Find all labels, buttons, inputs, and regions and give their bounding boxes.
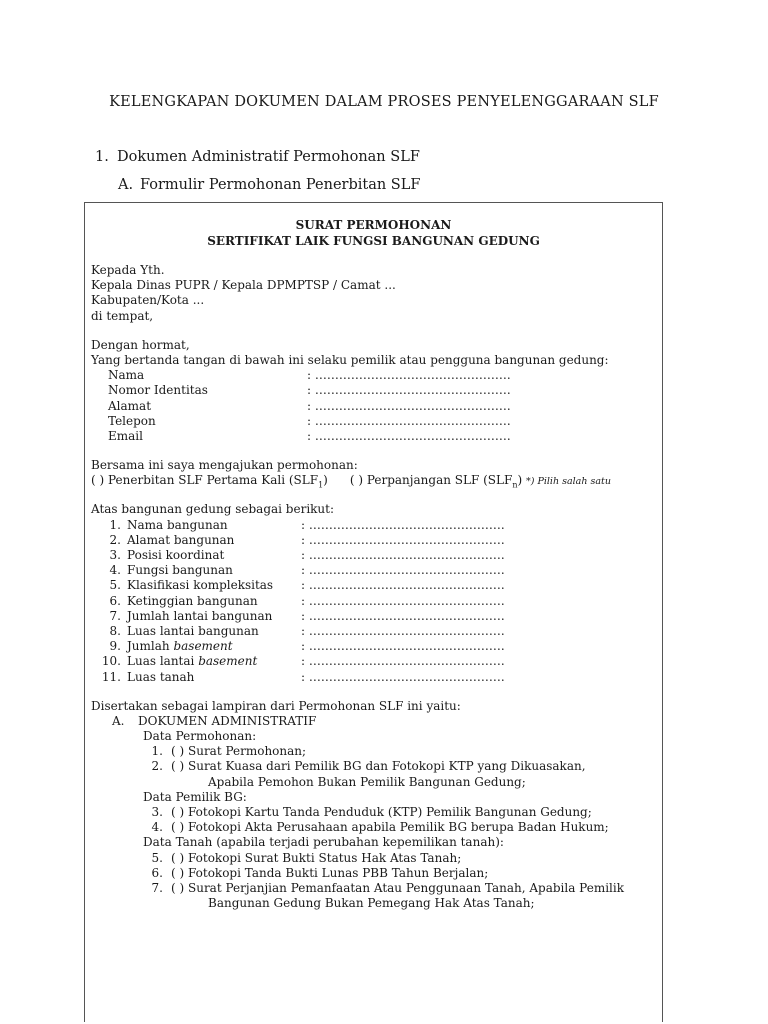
form-frame <box>84 202 663 1022</box>
option-new-slf: ( ) Penerbitan SLF Pertama Kali $(SLF_1)$ <box>91 473 328 490</box>
doc-item: 7. ( ) Surat Perjanjian Pemanfaatan Atau Penggunaan Tanah, Apabila Pemilik <box>151 880 624 895</box>
field-label: Alamat <box>108 398 152 413</box>
field-label: Email <box>108 428 143 443</box>
section-label: Dokumen Administratif Permohonan SLF <box>117 149 420 165</box>
building-field-row: 9. Jumlah basement : …………………………………………. <box>109 639 505 654</box>
field-label: Nomor Identitas <box>108 383 208 398</box>
field-value-blank: : …………………………………………. <box>307 398 511 413</box>
field-value-blank: : …………………………………………. <box>307 383 511 398</box>
building-intro: Atas bangunan gedung sebagai berikut: <box>91 502 335 517</box>
building-field-row: 11. Luas tanah : …………………………………………. <box>101 669 505 684</box>
doc-item-continuation: Apabila Pemohon Bukan Pemilik Bangunan Gedung; <box>208 774 526 789</box>
address-line: Kepala Dinas PUPR / Kepala DPMPTSP / Camat ... <box>91 278 396 293</box>
building-field-row: 6. Ketinggian bangunan : …………………………………………. <box>109 593 505 608</box>
doc-item: 1. ( ) Surat Permohonan; <box>151 744 307 759</box>
field-value-blank: : …………………………………………. <box>307 428 511 443</box>
attachment-section-heading: A. DOKUMEN ADMINISTRATIF <box>112 713 317 728</box>
choose-one-note: *) Pilih salah satu <box>525 476 611 488</box>
form-content <box>91 203 656 911</box>
subsection-label: Formulir Permohonan Penerbitan SLF <box>140 177 421 193</box>
doc-group-heading: Data Tanah (apabila terjadi perubahan kepemilikan tanah): <box>143 835 504 850</box>
section-number: 1. <box>95 149 109 165</box>
section-heading-1 <box>95 149 420 165</box>
field-label: Nama <box>108 368 145 383</box>
field-row <box>91 414 656 429</box>
building-field-row: 5. Klasifikasi kompleksitas : …………………………………………. <box>109 578 505 593</box>
page-title: KELENGKAPAN DOKUMEN DALAM PROSES PENYELENGGARAAN SLF <box>109 94 659 110</box>
form-title-line-1: SURAT PERMOHONAN <box>295 218 452 232</box>
address-line: Kepada Yth. <box>91 263 165 277</box>
doc-item: 3. ( ) Fotokopi Kartu Tanda Penduduk (KTP) Pemilik Bangunan Gedung; <box>151 805 592 819</box>
field-row <box>91 383 656 398</box>
doc-item-continuation: Bangunan Gedung Bukan Pemegang Hak Atas Tanah; <box>208 896 535 911</box>
field-row <box>91 399 656 414</box>
building-field-row: 3. Posisi koordinat : …………………………………………. <box>109 548 505 562</box>
doc-item: 6. ( ) Fotokopi Tanda Bukti Lunas PBB Tahun Berjalan; <box>151 865 489 880</box>
request-intro: Bersama ini saya mengajukan permohonan: <box>91 458 358 473</box>
subsection-number: A. <box>118 177 134 193</box>
doc-item: 5. ( ) Fotokopi Surat Bukti Status Hak Atas Tanah; <box>151 850 462 865</box>
option-renew-slf: ( ) Perpanjangan SLF $(SLF_n)$ <box>349 473 523 490</box>
address-line: Kabupaten/Kota ... <box>91 293 205 308</box>
doc-group-heading: Data Permohonan: <box>143 729 257 744</box>
building-field-row: 4. Fungsi bangunan : …………………………………………. <box>109 563 505 578</box>
doc-item: 4. ( ) Fotokopi Akta Perusahaan apabila Pemilik BG berupa Badan Hukum; <box>151 820 609 835</box>
doc-group-heading: Data Pemilik BG: <box>143 789 247 804</box>
attachment-intro: Disertakan sebagai lampiran dari Permohonan SLF ini yaitu: <box>91 698 461 713</box>
field-value-blank: : …………………………………………. <box>307 368 511 383</box>
greeting: Dengan hormat, <box>91 337 190 352</box>
address-line: di tempat, <box>91 308 154 323</box>
building-field-row: 2. Alamat bangunan : …………………………………………. <box>109 532 505 547</box>
applicant-intro: Yang bertanda tangan di bawah ini selaku pemilik atau pengguna bangunan gedung: <box>91 352 609 367</box>
form-title-line-2: SERTIFIKAT LAIK FUNGSI BANGUNAN GEDUNG <box>207 234 540 248</box>
building-field-row: 10. Luas lantai basement : …………………………………………. <box>101 654 505 669</box>
form-title <box>91 217 656 249</box>
address-block <box>91 263 656 324</box>
building-field-row: 7. Jumlah lantai bangunan : …………………………………………. <box>109 608 505 623</box>
field-row <box>91 429 656 444</box>
building-field-row: 1. Nama bangunan : …………………………………………. <box>109 517 505 532</box>
building-fields <box>91 518 656 685</box>
field-row <box>91 368 656 383</box>
doc-item: 2. ( ) Surat Kuasa dari Pemilik BG dan Fotokopi KTP yang Dikuasakan, <box>151 759 586 774</box>
field-label: Telepon <box>108 413 156 428</box>
building-field-row: 8. Luas lantai bangunan : …………………………………………. <box>109 623 505 638</box>
applicant-fields <box>91 368 656 444</box>
field-value-blank: : …………………………………………. <box>307 413 511 428</box>
request-options <box>91 473 656 488</box>
subsection-heading-a <box>118 177 420 193</box>
